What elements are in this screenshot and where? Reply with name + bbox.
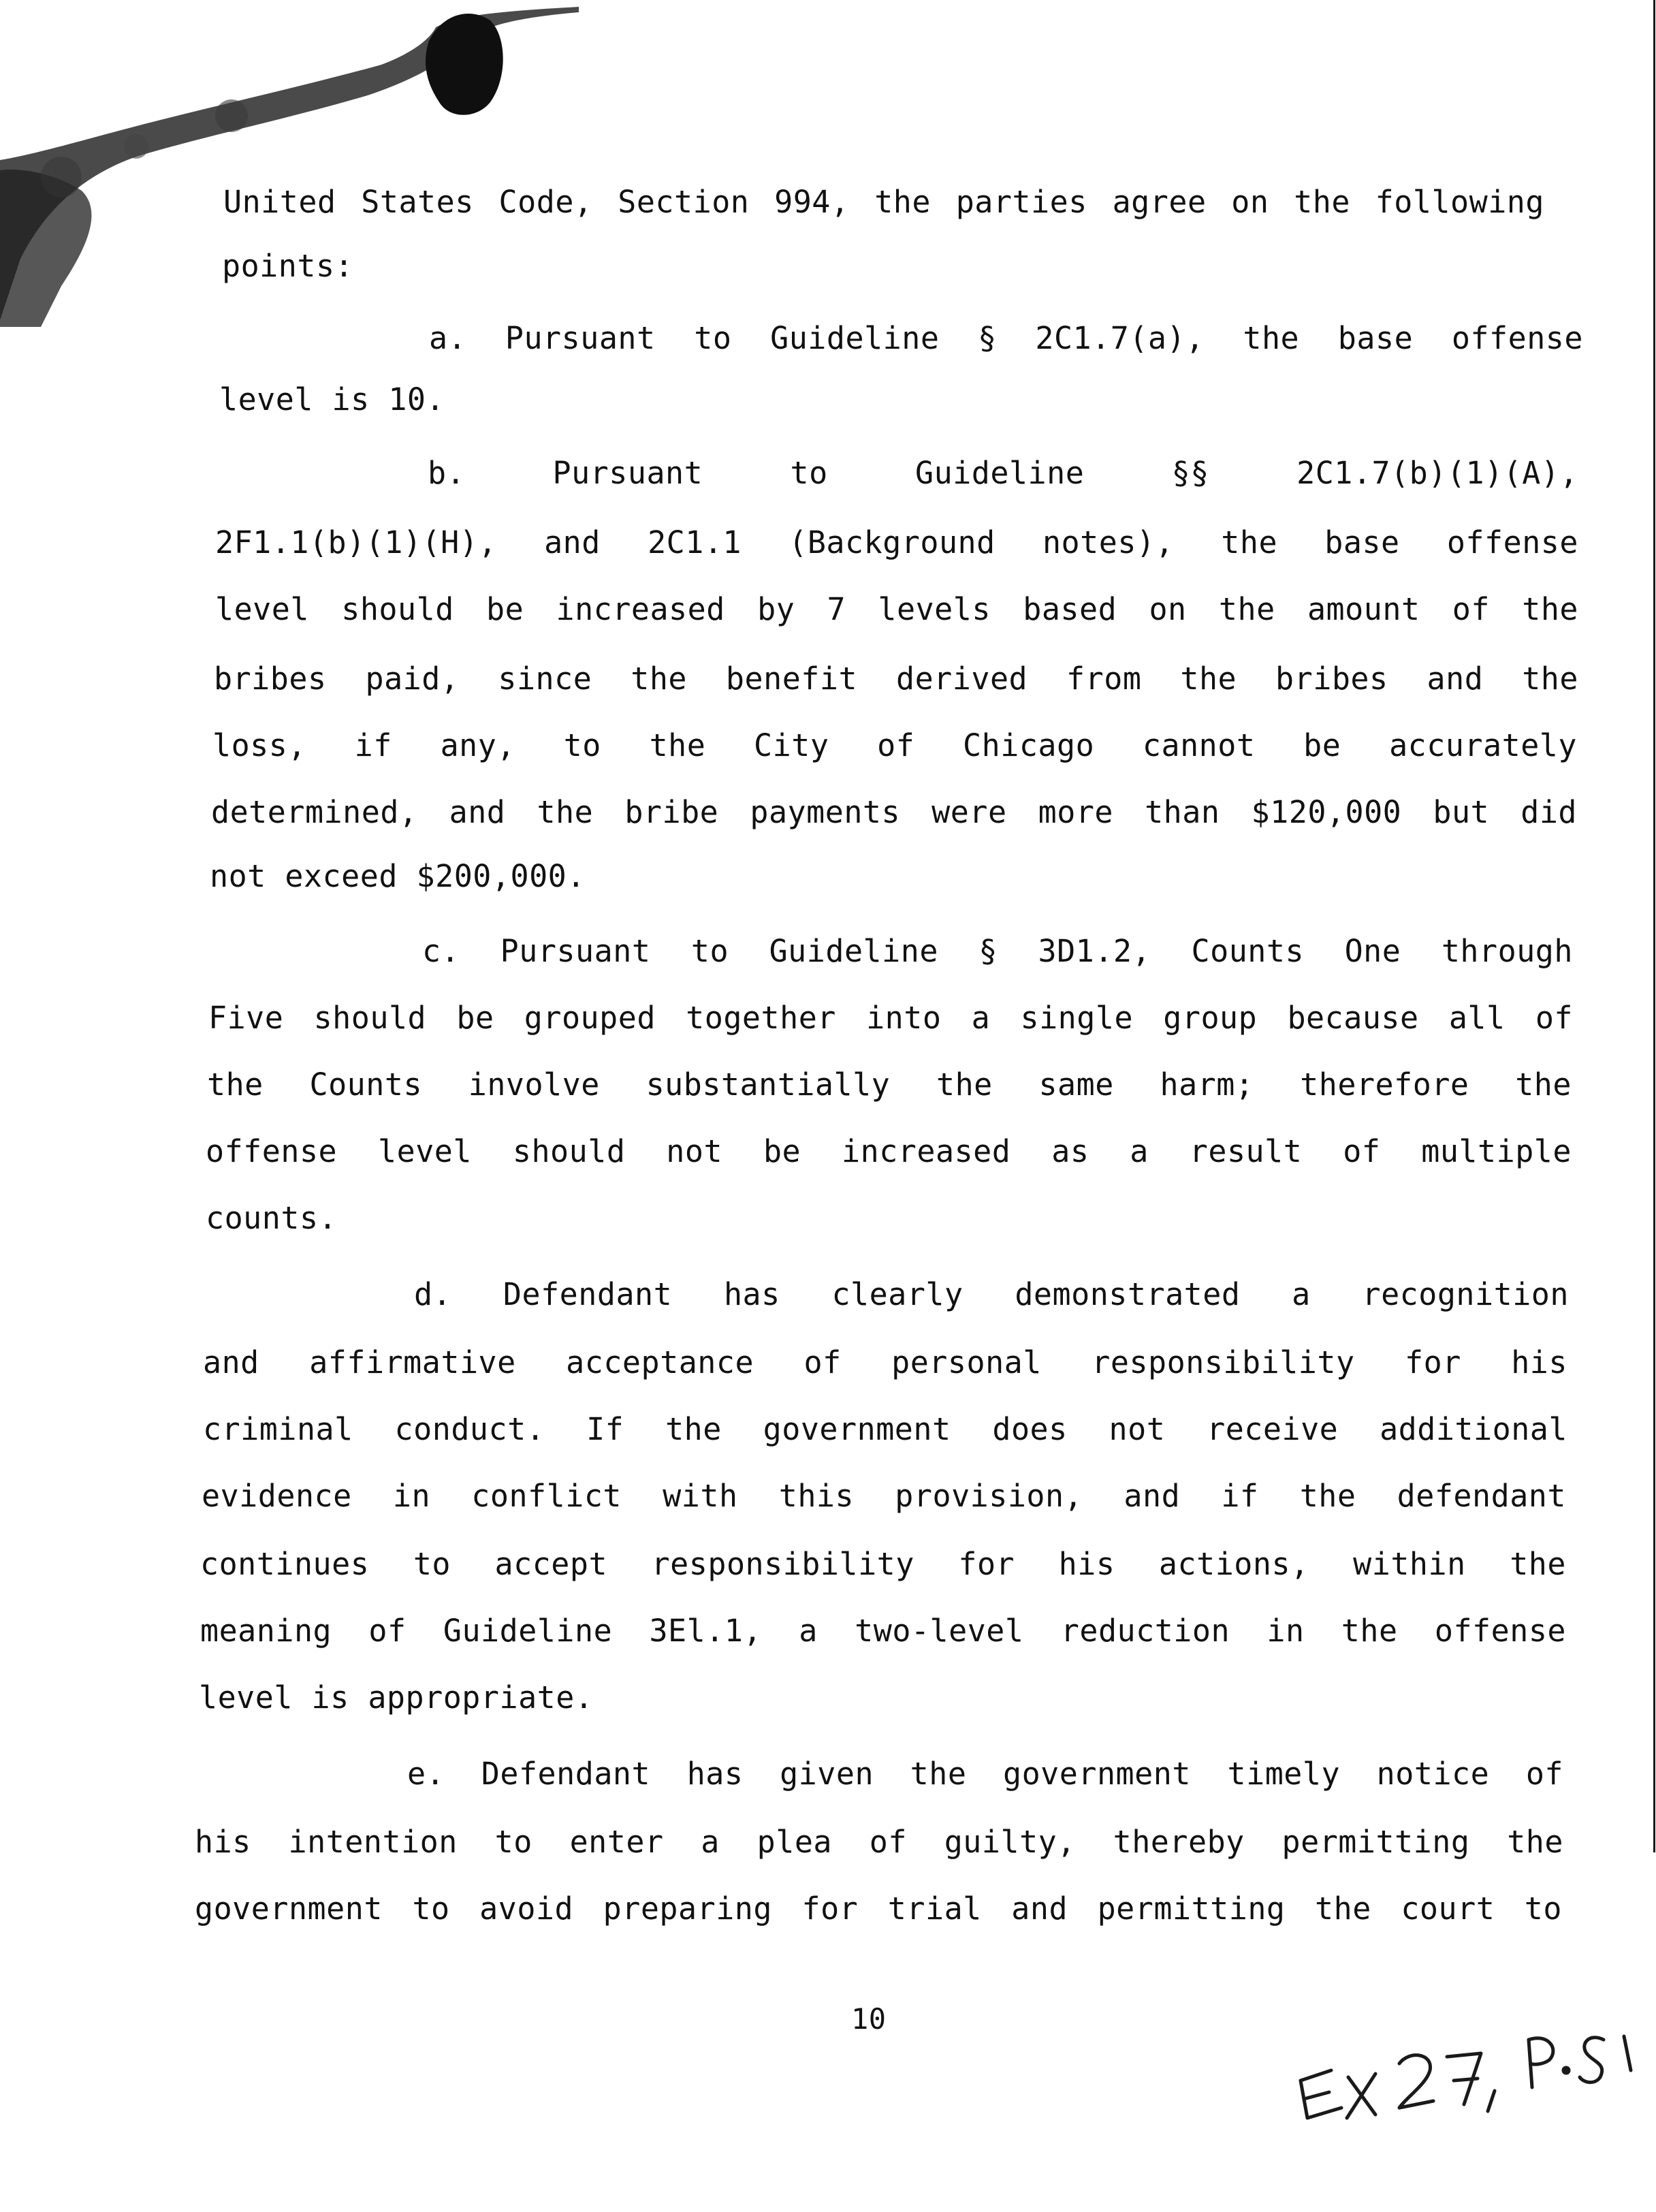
text-line-20: evidence in conflict with this provision, and if the defendant <box>202 1478 1566 1514</box>
text-line-3: a. Pursuant to Guideline § 2C1.7(a), the base offense <box>429 320 1583 356</box>
page-number: 10 <box>851 2002 887 2036</box>
text-line-17: d. Defendant has clearly demonstrated a recognition <box>414 1276 1569 1312</box>
text-line-14: the Counts involve substantially the same harm; therefore the <box>207 1066 1572 1103</box>
text-line-18: and affirmative acceptance of personal responsibility for his <box>203 1344 1567 1380</box>
text-line-21: continues to accept responsibility for his actions, within the <box>200 1546 1566 1582</box>
text-line-10: determined, and the bribe payments were more than $120,000 but did <box>211 794 1577 830</box>
text-line-2: points: <box>222 248 354 284</box>
text-line-8: bribes paid, since the benefit derived from the bribes and the <box>214 661 1578 697</box>
text-line-1: United States Code, Section 994, the parties agree on the following <box>223 184 1544 220</box>
text-line-24: e. Defendant has given the government timely notice of <box>407 1756 1563 1792</box>
text-line-6: 2F1.1(b)(1)(H), and 2C1.1 (Background notes), the base offense <box>215 524 1578 560</box>
handwritten-exhibit-mark <box>1280 2023 1648 2125</box>
text-line-15: offense level should not be increased as a result of multiple <box>206 1133 1572 1169</box>
text-line-22: meaning of Guideline 3El.1, a two-level reduction in the offense <box>200 1613 1566 1649</box>
text-line-25: his intention to enter a plea of guilty, thereby permitting the <box>195 1824 1563 1860</box>
right-edge-line <box>1653 0 1655 1852</box>
text-line-26: government to avoid preparing for trial and permitting the court to <box>195 1891 1562 1927</box>
text-line-23: level is appropriate. <box>199 1679 594 1716</box>
text-line-13: Five should be grouped together into a single group because all of <box>208 1000 1573 1036</box>
text-line-9: loss, if any, to the City of Chicago cannot be accurately <box>212 727 1577 763</box>
text-line-12: c. Pursuant to Guideline § 3D1.2, Counts One through <box>422 933 1573 969</box>
text-line-7: level should be increased by 7 levels based on the amount of the <box>215 591 1578 627</box>
text-line-4: level is 10. <box>219 381 445 417</box>
text-line-19: criminal conduct. If the government does not receive additional <box>203 1411 1567 1447</box>
text-line-16: counts. <box>206 1200 338 1236</box>
text-line-11: not exceed $200,000. <box>210 858 586 894</box>
text-line-5: b. Pursuant to Guideline §§ 2C1.7(b)(1)(A), <box>428 455 1578 491</box>
